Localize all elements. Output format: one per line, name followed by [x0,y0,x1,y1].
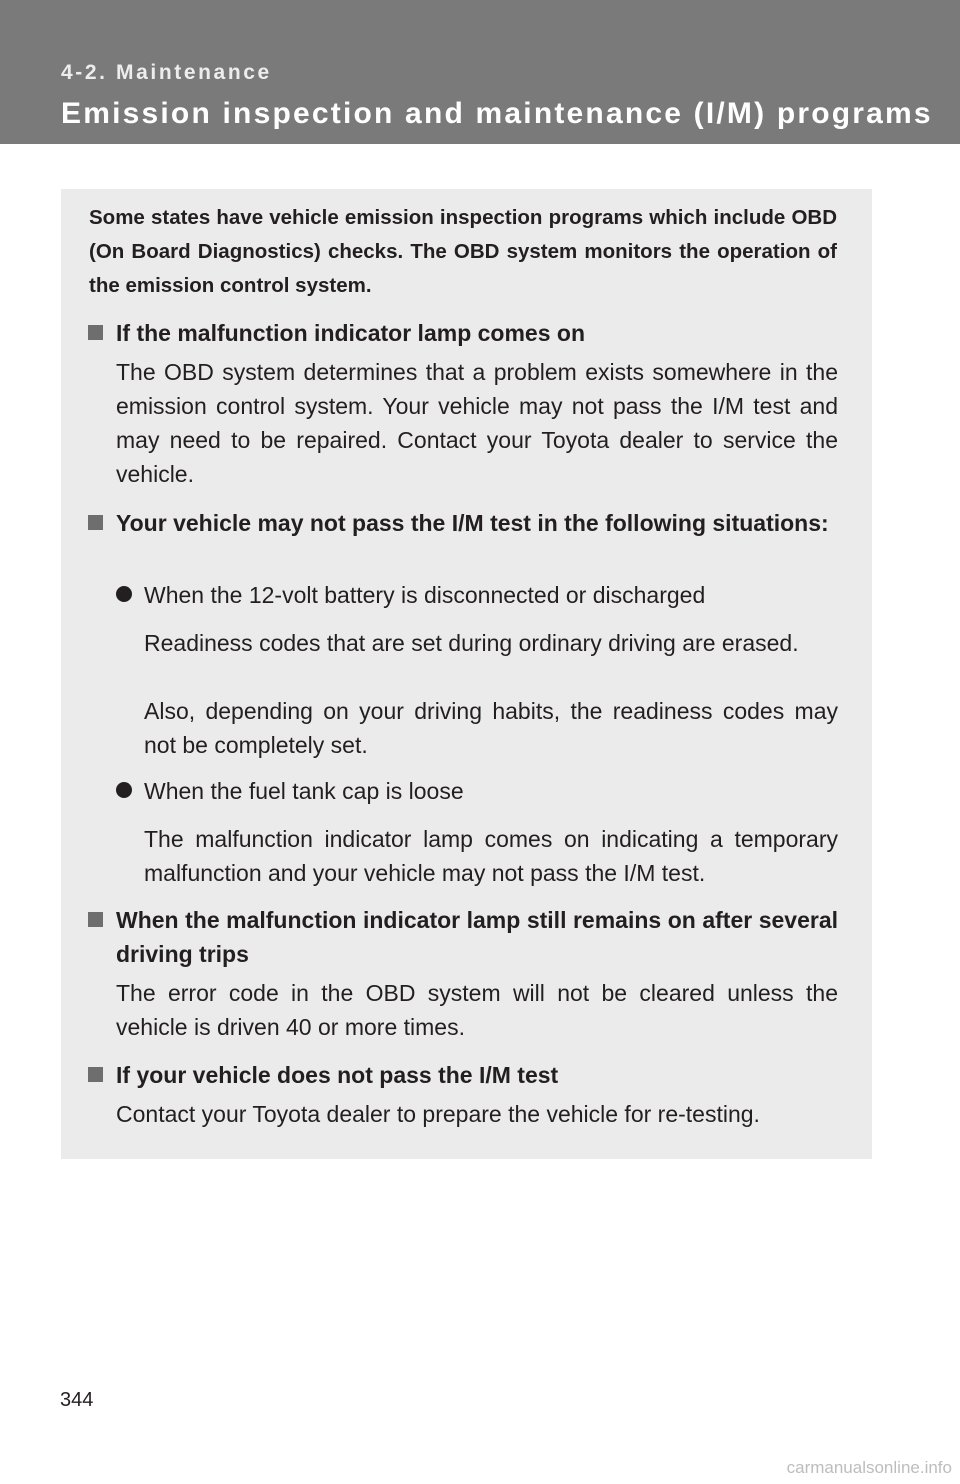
bullet-text: When the 12-volt battery is disconnected or discharged [144,582,706,608]
bullet-detail-battery-2: Also, depending on your driving habits, the readiness codes may not be completely set. [144,698,838,758]
page-number: 344 [60,1389,94,1411]
section-heading-remains-on [88,903,838,971]
square-bullet-icon [88,515,103,530]
page-title: Emission inspection and maintenance (I/M) programs [61,97,933,130]
intro-text: Some states have vehicle emission inspection programs which include OBD (On Board Diagnostics) checks. The OBD system monitors the operation of the emission control system. [89,206,837,297]
section-body-malfunction-lamp: The OBD system determines that a problem exists somewhere in the emission control system. Your vehicle may not pass the I/M test and may need to be repaired. Contact your Toyota dealer to service the vehicle. [116,359,838,487]
circle-bullet-icon [116,782,132,798]
section-label: 4-2. Maintenance [61,61,272,84]
section-heading-text: If your vehicle does not pass the I/M test [116,1062,559,1088]
bullet-item-fuel-cap [116,774,838,808]
section-heading-situations [88,506,838,540]
bullet-detail-fuel-cap: The malfunction indicator lamp comes on indicating a temporary malfunction and your vehicle may not pass the I/M test. [144,826,838,886]
section-body-does-not-pass: Contact your Toyota dealer to prepare the vehicle for re-testing. [116,1101,760,1127]
bullet-item-battery [116,578,838,612]
section-body-remains-on: The error code in the OBD system will not be cleared unless the vehicle is driven 40 or more times. [116,980,838,1040]
square-bullet-icon [88,1067,103,1082]
square-bullet-icon [88,912,103,927]
bullet-detail-battery-1: Readiness codes that are set during ordinary driving are erased. [144,630,799,656]
circle-bullet-icon [116,586,132,602]
section-heading-text: When the malfunction indicator lamp still remains on after several driving trips [116,907,838,967]
watermark: carmanualsonline.info [786,1458,952,1477]
section-heading-does-not-pass [88,1058,838,1092]
section-heading-malfunction-lamp [88,316,838,350]
bullet-text: When the fuel tank cap is loose [144,778,464,804]
section-heading-text: If the malfunction indicator lamp comes on [116,320,585,346]
square-bullet-icon [88,325,103,340]
section-heading-text: Your vehicle may not pass the I/M test in the following situations: [116,510,829,536]
